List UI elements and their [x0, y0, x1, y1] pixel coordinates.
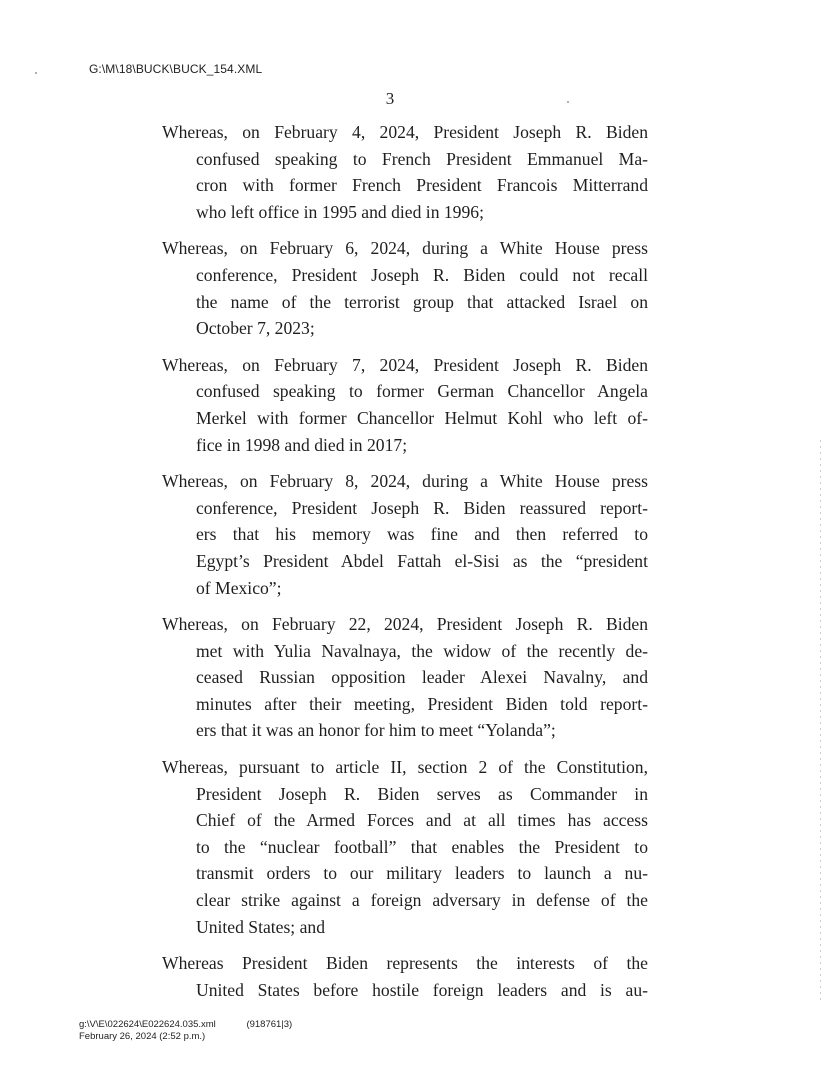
footer-file-path: g:\V\E\022624\E022624.035.xml [79, 1019, 216, 1030]
whereas-clause [162, 468, 648, 601]
footer-row [79, 1019, 292, 1031]
clause-line: transmit orders to our military leaders to launch a nu- [196, 863, 648, 884]
whereas-clause [162, 611, 648, 744]
clause-line: Merkel with former Chancellor Helmut Kohl who left of- [196, 407, 648, 428]
clause-line: clear strike against a foreign adversary in defense of the [196, 890, 648, 911]
clause-line: who left office in 1995 and died in 1996; [196, 201, 484, 222]
page-footer [79, 1019, 292, 1043]
clause-line: Whereas, on February 4, 2024, President Joseph R. Biden [162, 122, 648, 142]
clause-line: ceased Russian opposition leader Alexei Navalny, and [196, 667, 648, 688]
clause-line: United States; and [196, 916, 325, 937]
clause-line: President Joseph R. Biden serves as Commander in [196, 783, 648, 804]
footer-doc-id: (918761|3) [246, 1019, 293, 1030]
page-number: 3 [385, 89, 395, 108]
footer-timestamp: February 26, 2024 (2:52 p.m.) [79, 1031, 206, 1042]
clause-line: October 7, 2023; [196, 318, 315, 339]
clause-line: Whereas, on February 8, 2024, during a White House press [162, 471, 648, 492]
clause-line: fice in 1998 and died in 2017; [196, 434, 408, 455]
clause-line: Whereas, on February 6, 2024, during a White House press [162, 238, 648, 259]
header-file-path: G:\M\18\BUCK\BUCK_154.XML [89, 62, 263, 76]
scan-edge-line [820, 440, 821, 1000]
clause-line: cron with former French President Francois Mitterrand [196, 175, 648, 196]
clause-line: Whereas, pursuant to article II, section 2 of the Constitution, [162, 757, 648, 778]
clause-line: Whereas, on February 22, 2024, President Joseph R. Biden [162, 614, 648, 635]
clause-line: conference, President Joseph R. Biden reassured report- [196, 497, 648, 518]
whereas-clause [162, 119, 648, 225]
whereas-clause [162, 352, 648, 458]
scan-speck [35, 72, 37, 74]
clause-line: met with Yulia Navalnaya, the widow of the recently de- [196, 640, 648, 661]
whereas-clause [162, 950, 648, 1003]
whereas-clause [162, 754, 648, 940]
clause-line: of Mexico”; [196, 577, 282, 598]
clause-line: ers that it was an honor for him to meet “Yolanda”; [196, 720, 556, 741]
clause-line: the name of the terrorist group that attacked Israel on [196, 291, 648, 312]
clause-line: minutes after their meeting, President Biden told report- [196, 693, 648, 714]
whereas-clause [162, 235, 648, 341]
resolution-body [162, 119, 648, 1013]
clause-line: Chief of the Armed Forces and at all times has access [196, 810, 648, 831]
clause-line: Whereas, on February 7, 2024, President Joseph R. Biden [162, 354, 648, 375]
clause-line: United States before hostile foreign leaders and is au- [196, 979, 648, 1000]
clause-line: conference, President Joseph R. Biden could not recall [196, 264, 648, 285]
clause-line: Egypt’s President Abdel Fattah el-Sisi as the “president [196, 550, 648, 571]
clause-line: Whereas President Biden represents the interests of the [162, 953, 648, 974]
clause-line: confused speaking to former German Chancellor Angela [196, 381, 648, 402]
clause-line: ers that his memory was fine and then referred to [196, 524, 648, 545]
clause-line: to the “nuclear football” that enables the President to [196, 836, 648, 857]
clause-line: confused speaking to French President Emmanuel Ma- [196, 148, 648, 169]
